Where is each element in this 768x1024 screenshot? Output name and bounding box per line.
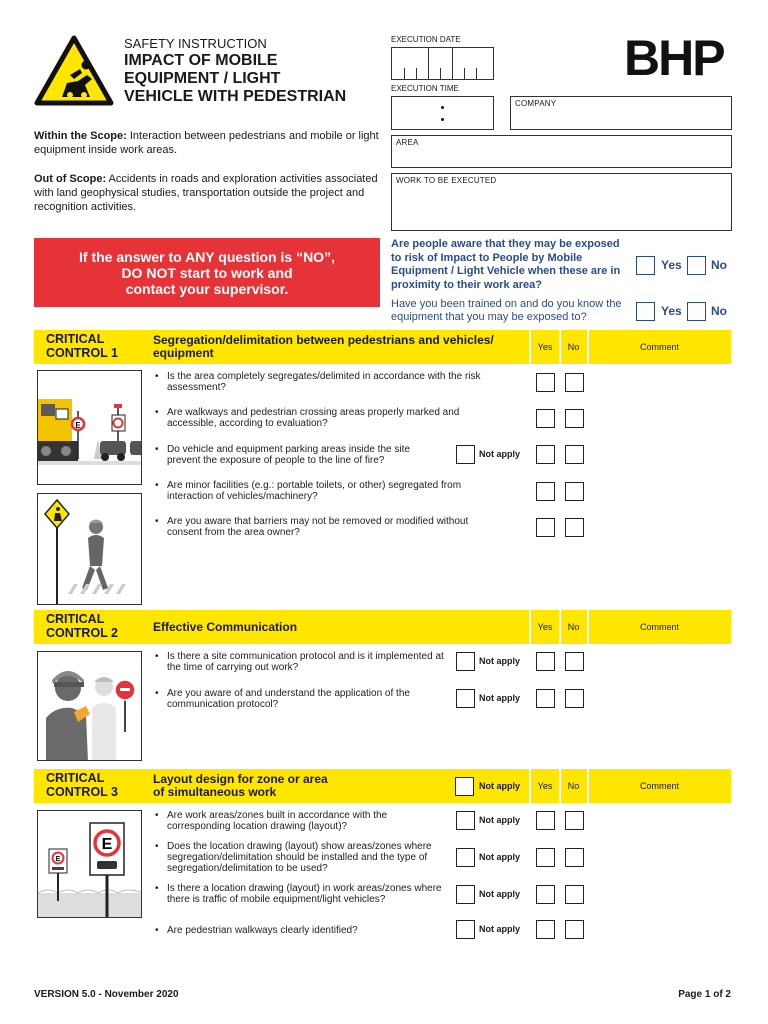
- execution-date-field[interactable]: [391, 47, 494, 80]
- precheck-question-1: Are people aware that they may be exposed to risk of Impact to People by Mobile Equipment / Light Vehicle when these are in proximity to their work area?: [391, 238, 621, 291]
- out-of-scope-label: Out of Scope:: [34, 173, 107, 185]
- within-scope-text: Interaction between pedestrians and mobile or light equipment inside work areas.: [34, 130, 379, 156]
- critical-control-3-header: [34, 769, 731, 803]
- critical-control-1-label: CRITICAL CONTROL 1: [46, 332, 118, 360]
- precheck-question-2: Have you been trained on and do you know the equipment that you may be exposed to?: [391, 298, 622, 323]
- critical-control-1-title: Segregation/delimitation between pedestrians and vehicles/ equipment: [153, 333, 494, 360]
- title-line-1: IMPACT OF MOBILE: [124, 52, 278, 69]
- precheck-2-yes-checkbox[interactable]: [636, 302, 655, 321]
- page-title: [124, 52, 346, 106]
- cc3-q4-yes-checkbox[interactable]: [536, 920, 555, 939]
- precheck-2-yes-label: Yes: [661, 304, 682, 318]
- cc1-q5-no-checkbox[interactable]: [565, 518, 584, 537]
- execution-time-field[interactable]: [391, 96, 494, 130]
- critical-control-3-label: CRITICAL CONTROL 3: [46, 771, 118, 799]
- cc1-question-4: • Are minor facilities (e.g.: portable toilets, or other) segregated from interaction of vehicles/machinery?: [155, 480, 462, 502]
- cc3-header-not-apply-label: Not apply: [479, 781, 521, 791]
- cc3-q1-not-apply-checkbox[interactable]: [456, 811, 475, 830]
- no-column-header: No: [567, 622, 580, 632]
- area-field[interactable]: [391, 135, 732, 168]
- cc1-q4-no-checkbox[interactable]: [565, 482, 584, 501]
- cc3-q2-not-apply-checkbox[interactable]: [456, 848, 475, 867]
- cc3-q1-yes-checkbox[interactable]: [536, 811, 555, 830]
- page-number: Page 1 of 2: [678, 989, 731, 1000]
- cc3-q3-yes-checkbox[interactable]: [536, 885, 555, 904]
- cc1-question-2: • Are walkways and pedestrian crossing areas properly marked and accessible, according to evaluation?: [155, 407, 460, 429]
- critical-control-2-title: Effective Communication: [153, 620, 298, 634]
- company-field[interactable]: [510, 96, 732, 130]
- svg-text:E: E: [55, 856, 61, 863]
- cc3-q2-yes-checkbox[interactable]: [536, 848, 555, 867]
- precheck-1-no-checkbox[interactable]: [687, 256, 706, 275]
- cc1-question-1: • Is the area completely segregates/delimited in accordance with the risk assessment?: [155, 371, 481, 393]
- comment-column-header: Comment: [639, 622, 679, 632]
- critical-control-1-header: [34, 330, 731, 364]
- bhp-logo: BHP: [624, 30, 724, 86]
- cc3-q1-no-checkbox[interactable]: [565, 811, 584, 830]
- comment-column-header: Comment: [639, 781, 679, 791]
- version-footer: VERSION 5.0 - November 2020: [34, 989, 179, 1000]
- yes-column-header: Yes: [537, 781, 553, 791]
- excavator-illustration: [37, 370, 142, 485]
- precheck-2-no-label: No: [711, 304, 727, 318]
- precheck-1-no-label: No: [711, 258, 727, 272]
- yes-column-header: Yes: [537, 342, 553, 352]
- work-to-be-executed-field[interactable]: [391, 173, 732, 231]
- cc1-q3-not-apply-checkbox[interactable]: [456, 445, 475, 464]
- cc1-q5-yes-checkbox[interactable]: [536, 518, 555, 537]
- cc1-q2-yes-checkbox[interactable]: [536, 409, 555, 428]
- cc3-q3-no-checkbox[interactable]: [565, 885, 584, 904]
- cc1-q1-no-checkbox[interactable]: [565, 373, 584, 392]
- cc3-q2-not-apply-label: Not apply: [479, 852, 521, 862]
- cc3-q3-not-apply-label: Not apply: [479, 889, 521, 899]
- document-type: SAFETY INSTRUCTION: [124, 36, 267, 51]
- cc3-question-3: • Is there a location drawing (layout) in work areas/zones where there is traffic of mobile equipment/light vehicles?: [155, 883, 442, 905]
- pedestrian-crossing-illustration: [37, 493, 142, 605]
- warning-line-1: If the answer to ANY question is “NO”,: [79, 249, 335, 265]
- critical-control-2-label: CRITICAL CONTROL 2: [46, 612, 118, 640]
- critical-control-3-title: Layout design for zone or area of simultaneous work: [153, 772, 328, 799]
- cc1-q3-yes-checkbox[interactable]: [536, 445, 555, 464]
- svg-text:E: E: [101, 836, 113, 853]
- cc2-q2-yes-checkbox[interactable]: [536, 689, 555, 708]
- cc2-q1-not-apply-label: Not apply: [479, 656, 521, 666]
- warning-line-3: contact your supervisor.: [125, 281, 289, 297]
- cc2-q1-not-apply-checkbox[interactable]: [456, 652, 475, 671]
- area-label: AREA: [396, 138, 419, 147]
- cc3-q3-not-apply-checkbox[interactable]: [456, 885, 475, 904]
- title-line-3: VEHICLE WITH PEDESTRIAN: [124, 88, 347, 105]
- cc1-q3-not-apply-label: Not apply: [479, 449, 521, 459]
- cc2-q1-no-checkbox[interactable]: [565, 652, 584, 671]
- precheck-1-yes-label: Yes: [661, 258, 682, 272]
- cc2-q2-not-apply-label: Not apply: [479, 693, 521, 703]
- cc1-q2-no-checkbox[interactable]: [565, 409, 584, 428]
- cc3-question-2: • Does the location drawing (layout) show areas/zones where segregation/delimitation should be installed and the type of segregation/delimitation to be used?: [155, 841, 432, 874]
- cc2-q2-no-checkbox[interactable]: [565, 689, 584, 708]
- company-label: COMPANY: [515, 99, 557, 108]
- precheck-1-yes-checkbox[interactable]: [636, 256, 655, 275]
- cc3-q4-no-checkbox[interactable]: [565, 920, 584, 939]
- flagger-illustration: [37, 651, 142, 761]
- within-scope: [34, 129, 380, 157]
- svg-text:E: E: [75, 421, 81, 430]
- execution-date-label: EXECUTION DATE: [391, 35, 461, 44]
- cc3-q2-no-checkbox[interactable]: [565, 848, 584, 867]
- no-column-header: No: [567, 342, 580, 352]
- cc3-q4-not-apply-label: Not apply: [479, 924, 521, 934]
- cc3-header-not-apply-checkbox[interactable]: [455, 777, 474, 796]
- precheck-2-no-checkbox[interactable]: [687, 302, 706, 321]
- cc2-question-2: • Are you aware of and understand the application of the communication protocol?: [155, 688, 410, 710]
- cc2-q1-yes-checkbox[interactable]: [536, 652, 555, 671]
- stop-work-warning: [34, 238, 380, 307]
- execution-time-label: EXECUTION TIME: [391, 84, 459, 93]
- cc2-question-1: • Is there a site communication protocol and is it implemented at the time of carrying out work?: [155, 651, 444, 673]
- comment-column-header: Comment: [639, 342, 679, 352]
- out-of-scope: [34, 172, 380, 214]
- out-of-scope-text: Accidents in roads and exploration activities associated with land geophysical studies, transportation outside the project and recognition activities.: [34, 173, 378, 213]
- cc1-question-3: • Do vehicle and equipment parking areas inside the site prevent the exposure of people to the line of fire?: [155, 444, 410, 466]
- title-line-2: EQUIPMENT / LIGHT: [124, 70, 281, 87]
- cc3-question-1: • Are work areas/zones built in accordance with the corresponding location drawing (layout)?: [155, 810, 388, 832]
- cc3-q4-not-apply-checkbox[interactable]: [456, 920, 475, 939]
- parking-sign-illustration: [37, 810, 142, 918]
- cc1-q4-yes-checkbox[interactable]: [536, 482, 555, 501]
- cc3-question-4: • Are pedestrian walkways clearly identified?: [155, 925, 358, 936]
- critical-control-2-header: [34, 610, 731, 644]
- cc2-q2-not-apply-checkbox[interactable]: [456, 689, 475, 708]
- cc1-q3-no-checkbox[interactable]: [565, 445, 584, 464]
- within-scope-label: Within the Scope:: [34, 130, 127, 142]
- warning-line-2: DO NOT start to work and: [121, 265, 293, 281]
- warning-triangle-icon: [34, 35, 114, 107]
- no-column-header: No: [567, 781, 580, 791]
- cc1-q1-yes-checkbox[interactable]: [536, 373, 555, 392]
- cc1-question-5: • Are you aware that barriers may not be removed or modified without consent from the area owner?: [155, 516, 469, 538]
- yes-column-header: Yes: [537, 622, 553, 632]
- work-label: WORK TO BE EXECUTED: [396, 176, 497, 185]
- cc3-q1-not-apply-label: Not apply: [479, 815, 521, 825]
